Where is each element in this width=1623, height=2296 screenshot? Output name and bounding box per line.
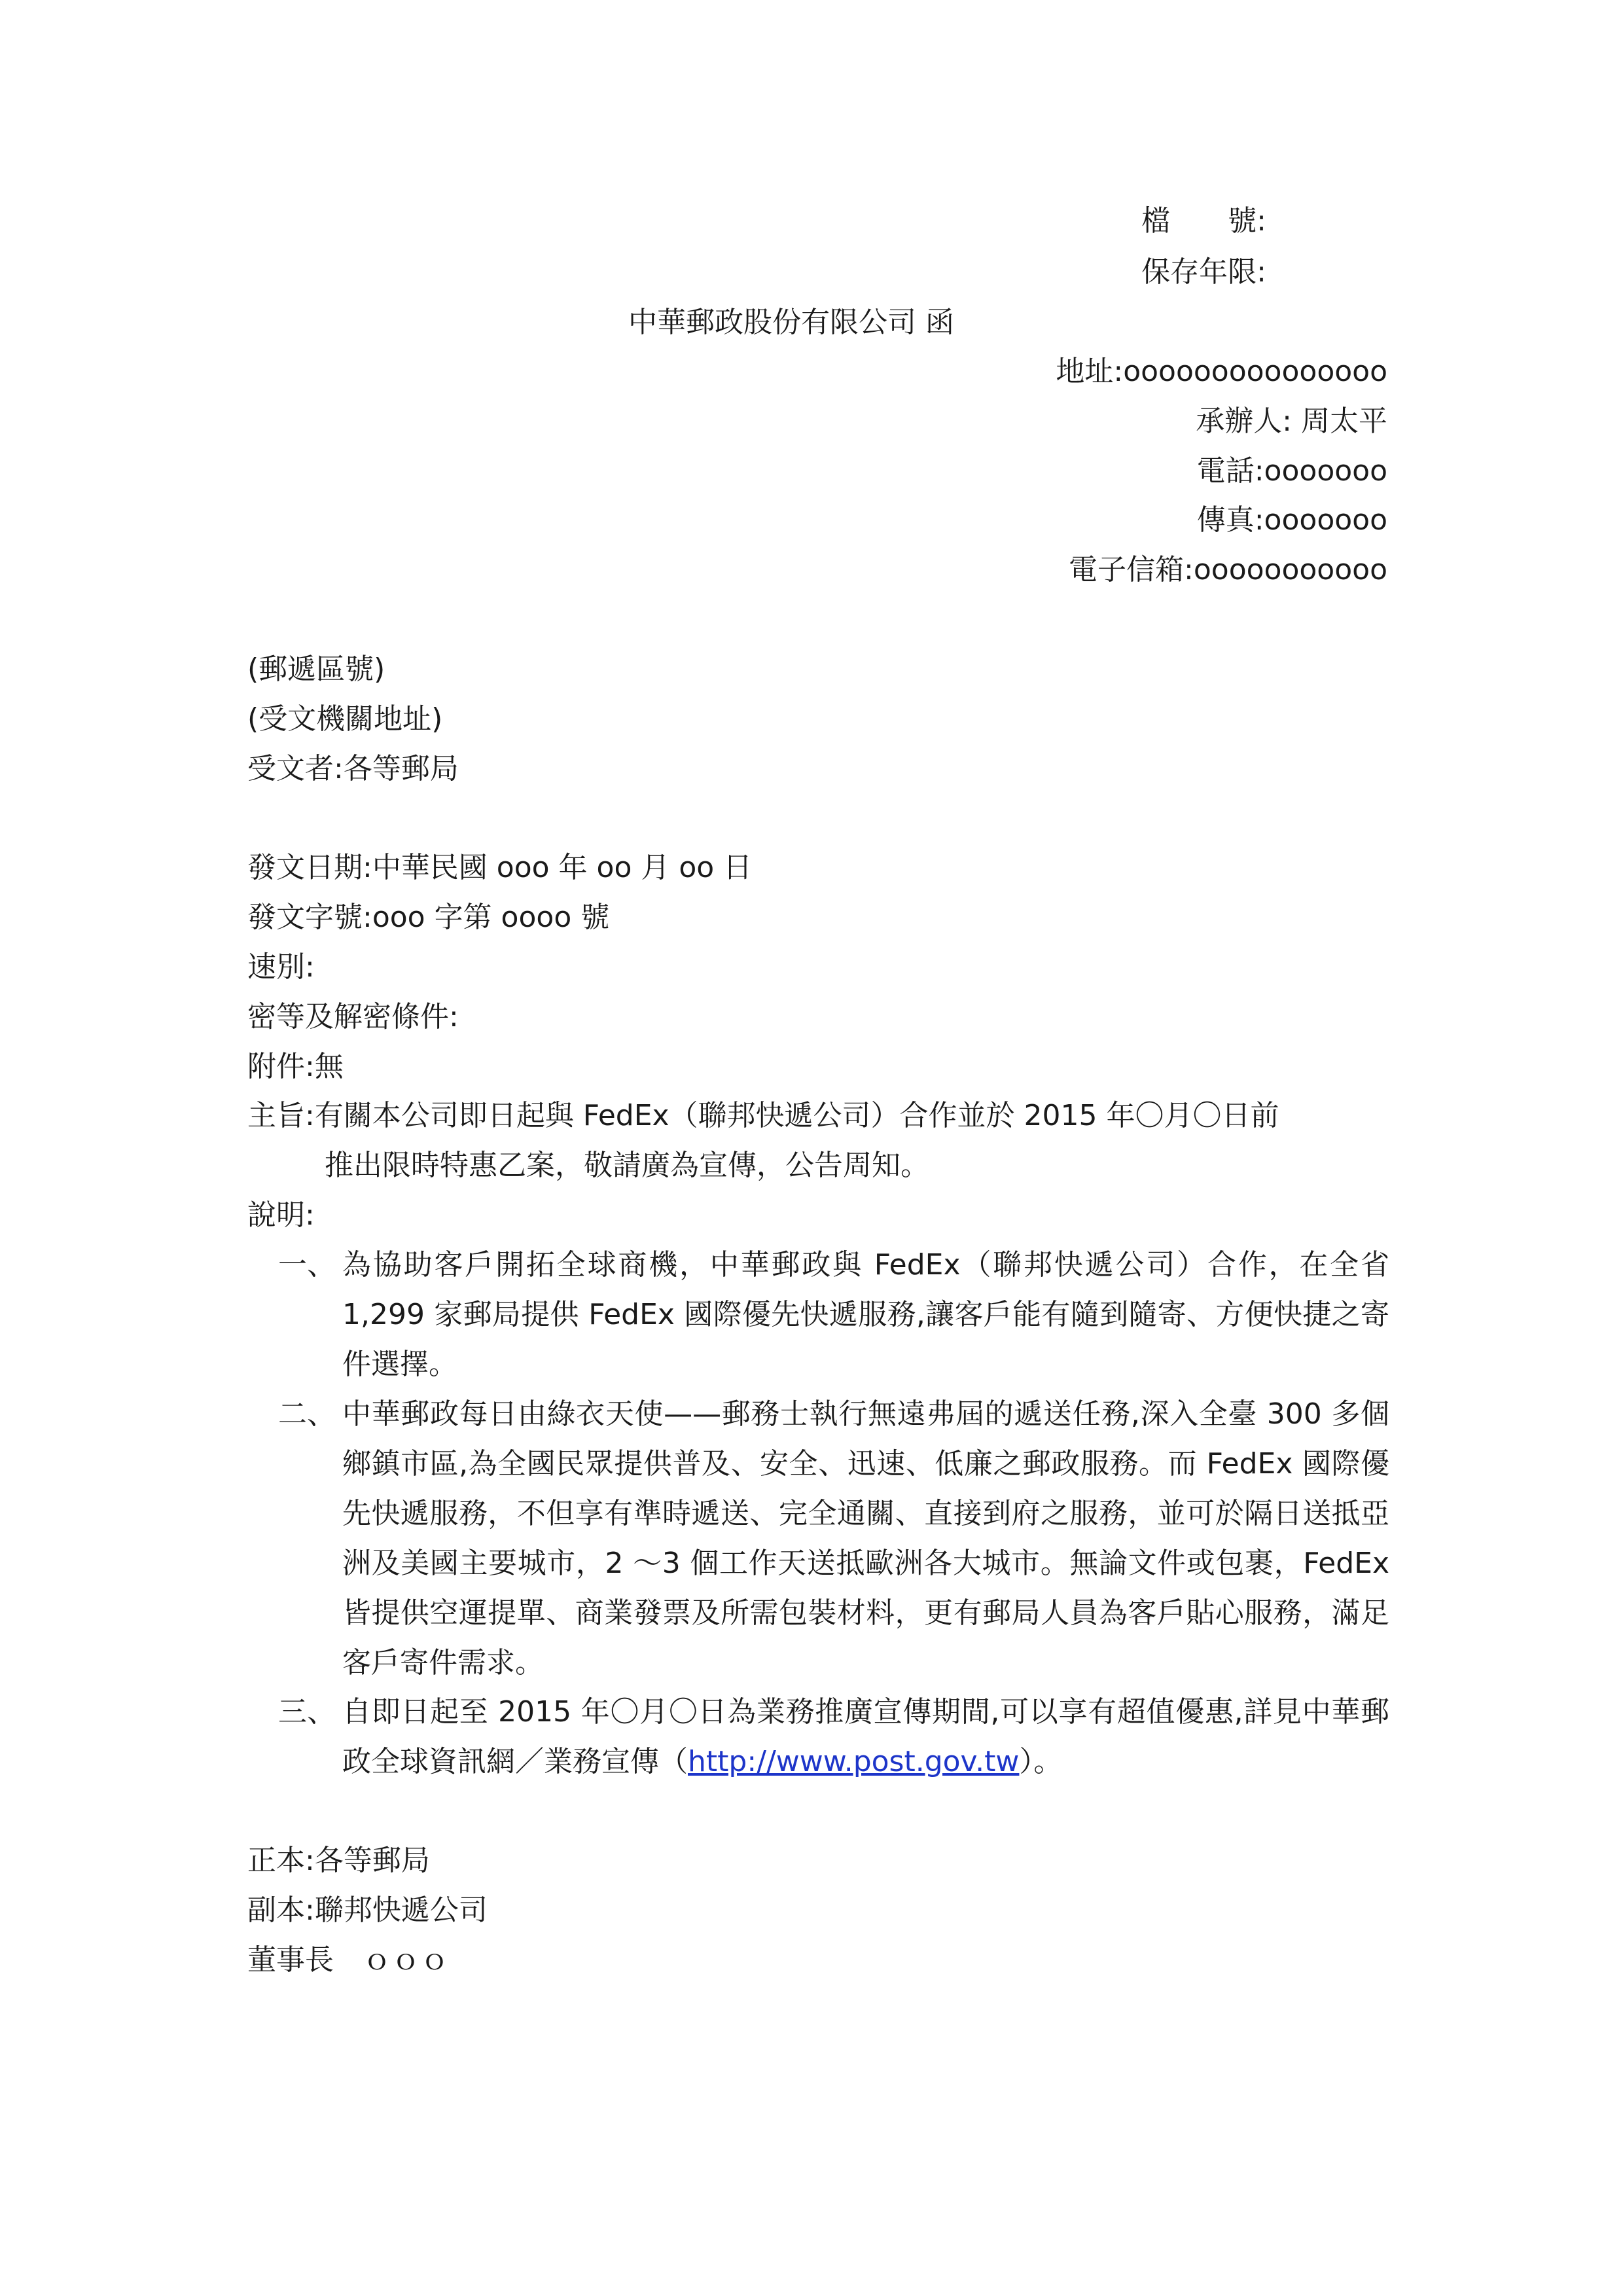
attachment-line: 附件:無 (247, 1050, 344, 1083)
fax-number: 傳真:ooooooo (1196, 503, 1387, 537)
item-text-after-link: ）。 (1019, 1745, 1063, 1778)
sender-address: 地址:ooooooooooooooo (1056, 355, 1387, 388)
explanation-item (278, 1240, 1389, 1390)
copy-recipients: 副本:聯邦快遞公司 (247, 1893, 488, 1927)
chairman-signature: 董事長 ｏｏｏ (247, 1943, 449, 1977)
item-text (342, 1687, 1389, 1787)
item-text: 為協助客戶開拓全球商機，中華郵政與 FedEx（聯邦快遞公司）合作，在全省 1,299 家郵局提供 FedEx 國際優先快遞服務,讓客戶能有隨到隨寄、方便快捷之寄件選擇。 (342, 1248, 1389, 1381)
subject-line-1: 主旨:有關本公司即日起與 FedEx（聯邦快遞公司）合作並於 2015 年〇月〇日前 (247, 1099, 1279, 1132)
original-recipients: 正本:各等郵局 (247, 1844, 430, 1877)
item-number: 三、 (278, 1695, 336, 1729)
retention-period-label: 保存年限: (1141, 255, 1266, 289)
handler-name: 承辦人: 周太平 (1196, 404, 1387, 438)
subject-paragraph (247, 1091, 1389, 1191)
email-address: 電子信箱:ooooooooooo (1069, 553, 1387, 586)
item-text-before-link: 自即日起至 2015 年〇月〇日為業務推廣宣傳期間,可以享有超值優惠,詳見中華郵政全球資訊網／業務宣傳（ (342, 1695, 1389, 1778)
explanation-heading: 說明: (247, 1198, 315, 1232)
recipient-line: 受文者:各等郵局 (247, 752, 459, 785)
post-website-link[interactable]: http://www.post.gov.tw (688, 1745, 1020, 1778)
phone-number: 電話:ooooooo (1196, 454, 1387, 488)
recipient-address-placeholder: (受文機關地址) (247, 702, 443, 736)
document-title: 中華郵政股份有限公司 函 (628, 306, 954, 339)
issue-date: 發文日期:中華民國 ooo 年 oo 月 oo 日 (247, 851, 753, 884)
security-level: 密等及解密條件: (247, 1000, 459, 1033)
explanation-item (278, 1390, 1389, 1688)
postal-code-placeholder: (郵遞區號) (247, 653, 385, 686)
item-number: 二、 (278, 1397, 336, 1431)
subject-line-2: 推出限時特惠乙案，敬請廣為宣傳，公告周知。 (325, 1149, 929, 1182)
item-text: 中華郵政每日由綠衣天使——郵務士執行無遠弗屆的遞送任務,深入全臺 300 多個鄉鎮市區,為全國民眾提供普及、安全、迅速、低廉之郵政服務。而 FedEx 國際優先快遞服務，不但享有準時遞送、完全通關、直接到府之服務，並可於隔日送抵亞洲及美國主要城市，2 ～3 個工作天送抵歐洲各大城市。無論文件或包裹，FedEx 皆提供空運提單、商業發票及所需包裝材料，更有郵局人員為客戶貼心服務，滿足客戶寄件需求。 (342, 1397, 1389, 1679)
file-number-label: 檔 號: (1141, 204, 1266, 238)
item-number: 一、 (278, 1248, 336, 1282)
explanation-item (278, 1687, 1389, 1787)
speed-class: 速別: (247, 950, 315, 984)
document-number: 發文字號:ooo 字第 oooo 號 (247, 901, 610, 934)
